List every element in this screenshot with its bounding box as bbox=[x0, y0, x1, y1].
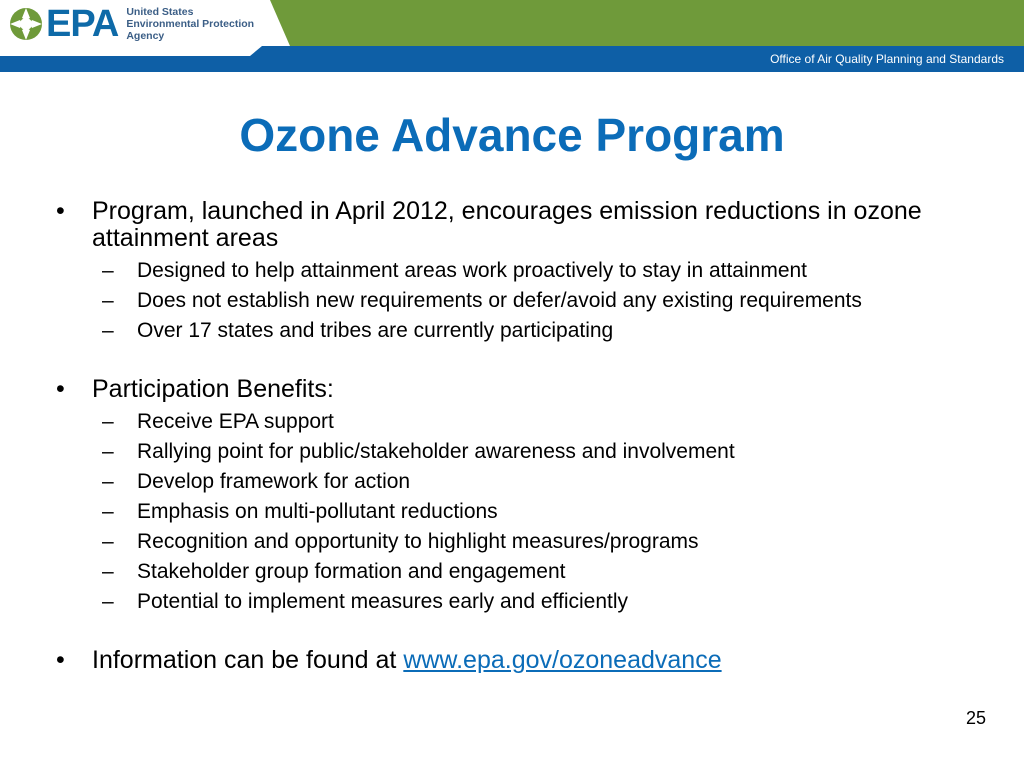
agency-line-2: Environmental Protection bbox=[126, 18, 255, 30]
slide-title: Ozone Advance Program bbox=[239, 109, 785, 161]
epa-logo[interactable] bbox=[8, 4, 254, 44]
sub-bullet: – Develop framework for action bbox=[52, 470, 972, 493]
sub-bullet: – Potential to implement measures early and efficiently bbox=[52, 590, 972, 613]
sub-bullet: – Does not establish new requirements or defer/avoid any existing requirements bbox=[52, 289, 972, 312]
sub-bullet: – Rallying point for public/stakeholder awareness and involvement bbox=[52, 440, 972, 463]
bullet-participation-benefits: • Participation Benefits: bbox=[52, 376, 972, 403]
agency-name bbox=[126, 6, 254, 42]
sub-bullet: – Stakeholder group formation and engagement bbox=[52, 560, 972, 583]
agency-line-1: United States bbox=[126, 6, 194, 18]
sub-bullet: – Over 17 states and tribes are currently participating bbox=[52, 319, 972, 342]
office-name: Office of Air Quality Planning and Standards bbox=[770, 52, 1004, 66]
epa-wordmark: EPA bbox=[46, 3, 119, 45]
epa-flower-icon bbox=[8, 6, 44, 42]
information-text: Information can be found at bbox=[92, 646, 404, 674]
sub-bullet: – Recognition and opportunity to highlight measures/programs bbox=[52, 530, 972, 553]
header-banner bbox=[0, 0, 1024, 72]
bullet-information bbox=[52, 647, 972, 674]
sub-bullet: – Designed to help attainment areas work proactively to stay in attainment bbox=[52, 259, 972, 282]
sub-bullet: – Receive EPA support bbox=[52, 410, 972, 433]
slide-content bbox=[52, 198, 972, 674]
ozone-advance-link[interactable]: www.epa.gov/ozoneadvance bbox=[403, 646, 722, 674]
page-number: 25 bbox=[965, 708, 986, 728]
agency-line-3: Agency bbox=[126, 30, 165, 42]
bullet-program: • Program, launched in April 2012, encourages emission reductions in ozone attainment areas bbox=[52, 198, 972, 252]
sub-bullet: – Emphasis on multi-pollutant reductions bbox=[52, 500, 972, 523]
